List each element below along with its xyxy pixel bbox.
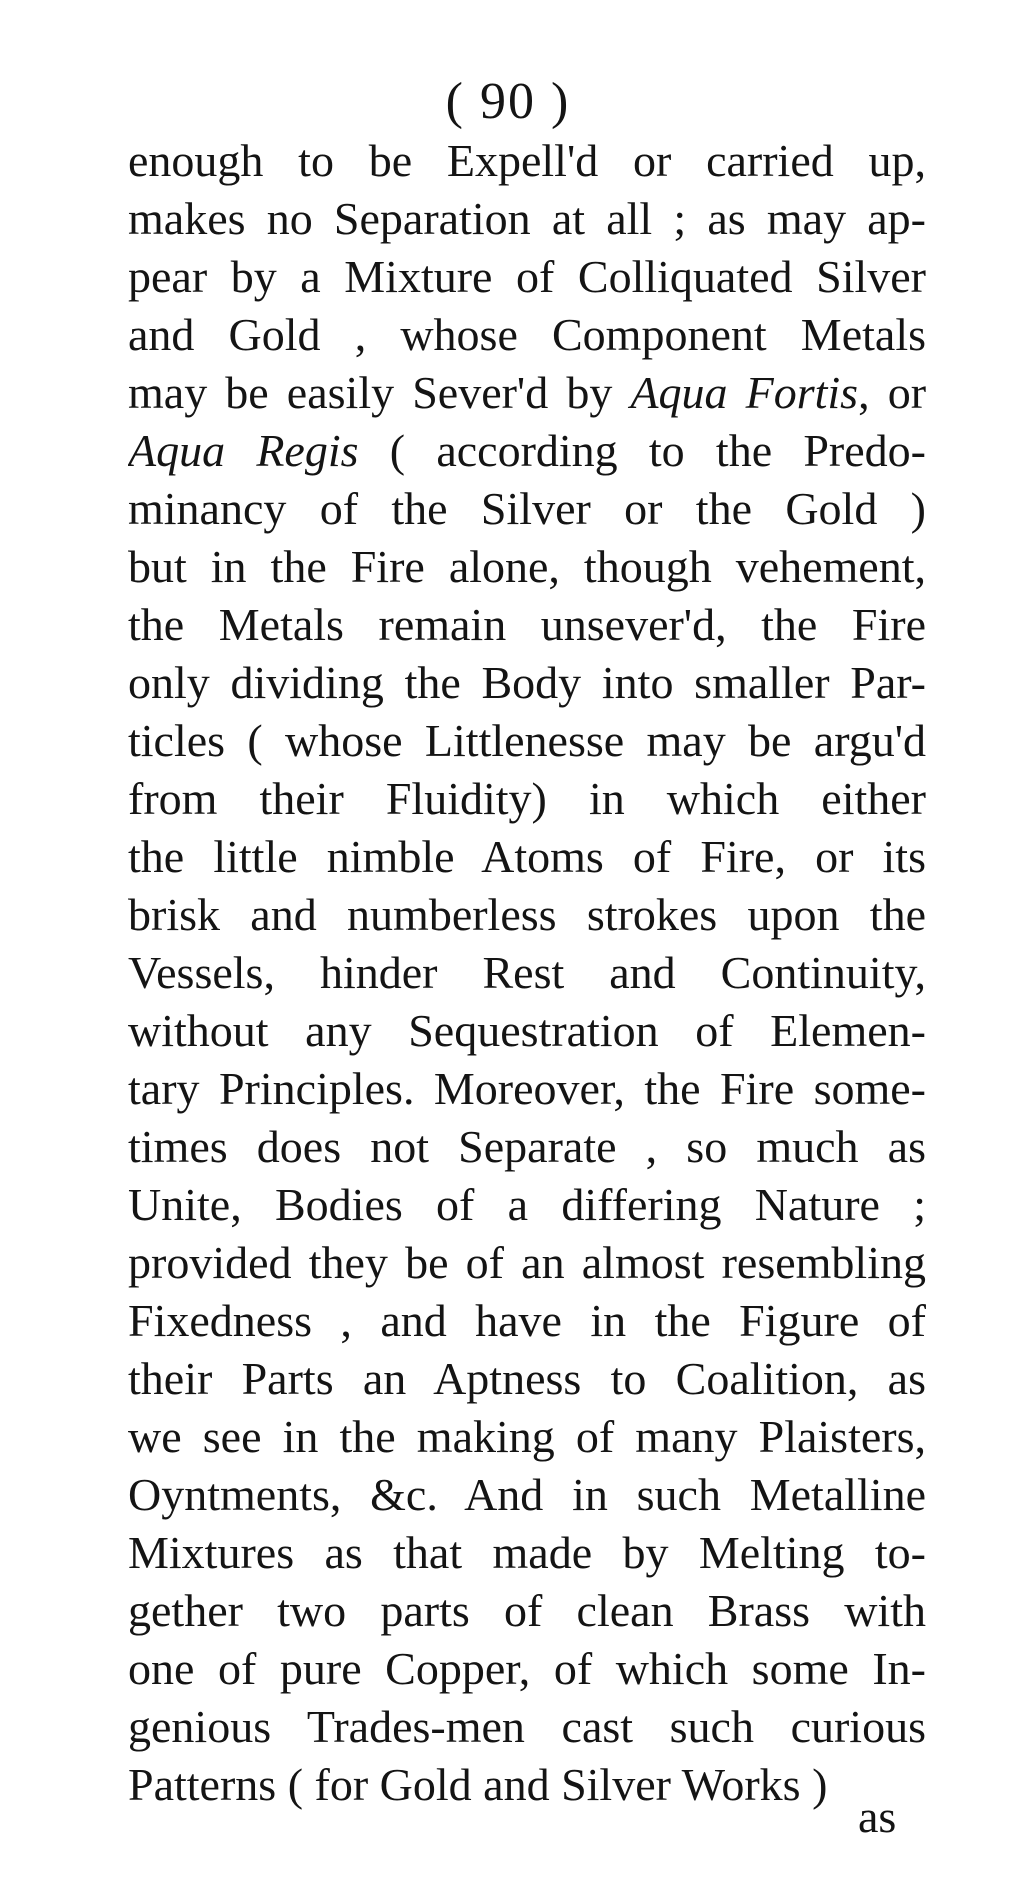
text-line: only dividing the Body into smaller Par- — [128, 657, 926, 708]
text-line: ticles ( whose Littlenesse may be argu'd — [128, 715, 926, 766]
text-line: the Metals remain unsever'd, the Fire — [128, 599, 926, 650]
text-line: genious Trades-men cast such curious — [128, 1701, 926, 1752]
text-line: Vessels, hinder Rest and Continuity, — [128, 947, 926, 998]
text-line: Fixedness , and have in the Figure of — [128, 1295, 926, 1346]
text-line: but in the Fire alone, though vehement, — [128, 541, 926, 592]
text-line: may be easily Sever'd by Aqua Fortis, or — [128, 367, 926, 418]
text-line: gether two parts of clean Brass with — [128, 1585, 926, 1636]
text-line: one of pure Copper, of which some In- — [128, 1643, 926, 1694]
text-line: pear by a Mixture of Colliquated Silver — [128, 251, 926, 302]
text-line: Mixtures as that made by Melting to- — [128, 1527, 926, 1578]
body-text — [128, 132, 926, 1814]
catchword: as — [858, 1791, 897, 1842]
text-line: Oyntments, &c. And in such Metalline — [128, 1469, 926, 1520]
text-line: Unite, Bodies of a differing Nature ; — [128, 1179, 926, 1230]
text-line: Aqua Regis ( according to the Predo- — [128, 425, 926, 476]
text-line: brisk and numberless strokes upon the — [128, 889, 926, 940]
text-line: from their Fluidity) in which either — [128, 773, 926, 824]
text-line: makes no Separation at all ; as may ap- — [128, 193, 926, 244]
text-line: the little nimble Atoms of Fire, or its — [128, 831, 926, 882]
text-line: Patterns ( for Gold and Silver Works ) — [128, 1759, 828, 1810]
text-line: tary Principles. Moreover, the Fire some- — [128, 1063, 926, 1114]
text-line: their Parts an Aptness to Coalition, as — [128, 1353, 926, 1404]
text-line: without any Sequestration of Elemen- — [128, 1005, 926, 1056]
text-line: minancy of the Silver or the Gold ) — [128, 483, 926, 534]
page-number: ( 90 ) — [445, 73, 571, 130]
text-line: we see in the making of many Plaisters, — [128, 1411, 926, 1462]
text-line: times does not Separate , so much as — [128, 1121, 926, 1172]
text-line: enough to be Expell'd or carried up, — [128, 135, 926, 186]
text-line: provided they be of an almost resembling — [128, 1237, 926, 1288]
text-line: and Gold , whose Component Metals — [128, 309, 926, 360]
